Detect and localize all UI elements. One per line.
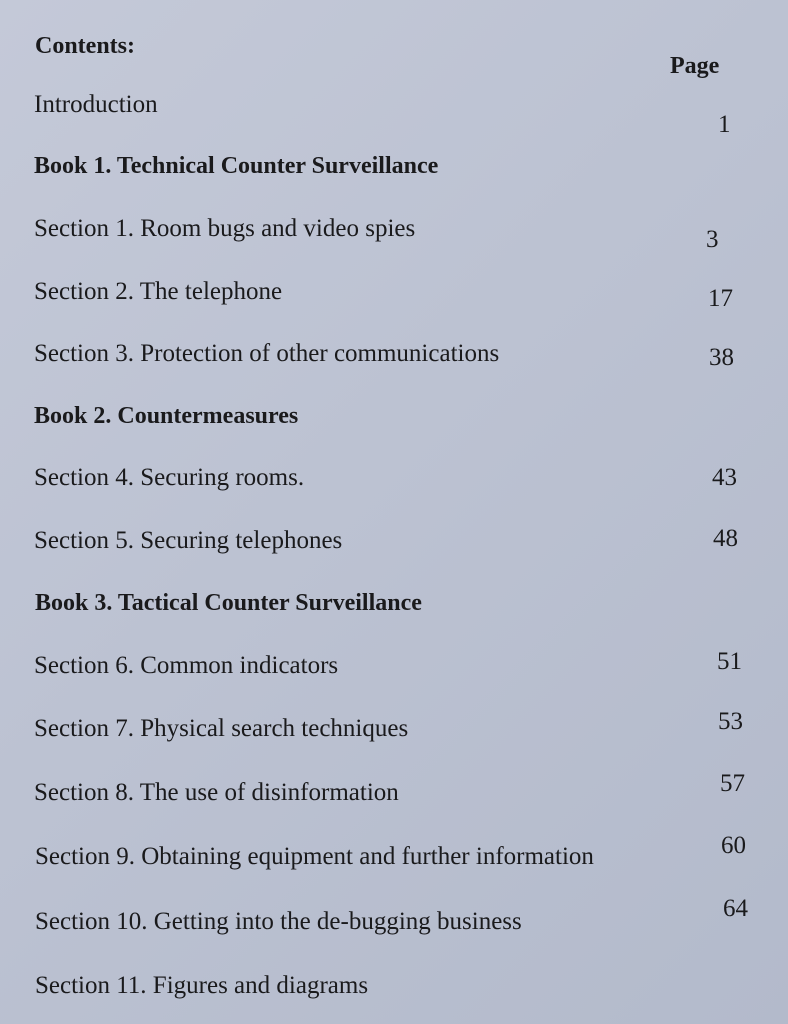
toc-page-section-10: 64 [723, 895, 748, 922]
toc-page-section-1: 3 [706, 226, 719, 253]
toc-entry-section-4: Section 4. Securing rooms. [34, 464, 305, 491]
toc-entry-section-11: Section 11. Figures and diagrams [35, 972, 369, 999]
toc-page-section-5: 48 [713, 525, 738, 552]
toc-entry-introduction: Introduction [34, 91, 158, 118]
toc-page-section-6: 51 [717, 648, 742, 675]
toc-book-1: Book 1. Technical Counter Surveillance [34, 153, 439, 179]
toc-book-3: Book 3. Tactical Counter Surveillance [35, 590, 422, 616]
toc-page-section-3: 38 [709, 344, 734, 371]
toc-page-section-7: 53 [718, 708, 743, 735]
toc-entry-section-9: Section 9. Obtaining equipment and further information [35, 843, 594, 870]
toc-entry-section-3: Section 3. Protection of other communications [34, 340, 500, 367]
contents-heading: Contents: [35, 33, 135, 59]
toc-page-section-4: 43 [712, 464, 737, 491]
toc-entry-section-10: Section 10. Getting into the de-bugging business [35, 908, 522, 935]
toc-page-section-2: 17 [708, 285, 733, 312]
toc-entry-section-2: Section 2. The telephone [34, 278, 283, 305]
toc-page-introduction: 1 [718, 111, 731, 138]
toc-entry-section-7: Section 7. Physical search techniques [34, 715, 409, 742]
toc-book-2: Book 2. Countermeasures [34, 403, 299, 429]
toc-page-section-8: 57 [720, 770, 745, 797]
toc-entry-section-5: Section 5. Securing telephones [34, 527, 343, 554]
toc-page-section-9: 60 [721, 832, 746, 859]
toc-entry-section-6: Section 6. Common indicators [34, 652, 339, 679]
page-column-heading: Page [670, 53, 720, 79]
toc-entry-section-8: Section 8. The use of disinformation [34, 779, 399, 806]
toc-entry-section-1: Section 1. Room bugs and video spies [34, 215, 416, 242]
